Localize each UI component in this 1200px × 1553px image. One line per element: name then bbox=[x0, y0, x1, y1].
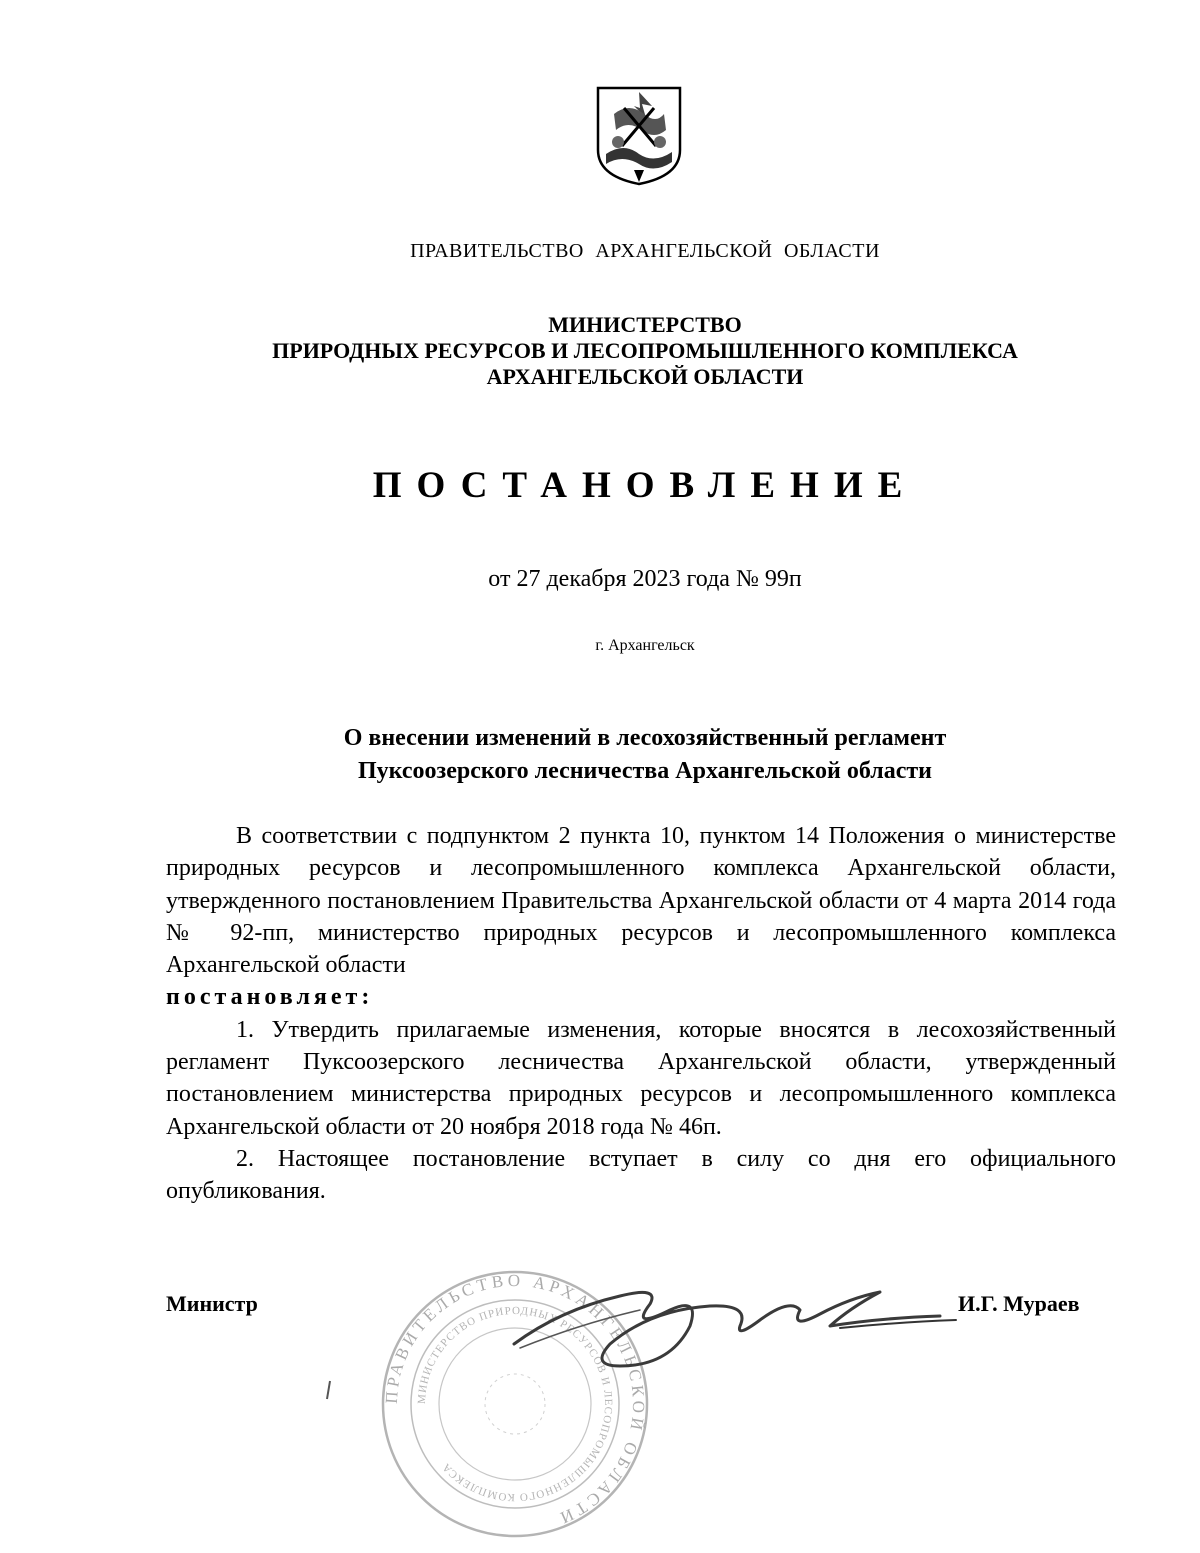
ink-mark-icon bbox=[325, 1380, 333, 1400]
signatory-name: И.Г. Мураев bbox=[958, 1291, 1080, 1316]
seal-inner-text: МИНИСТЕРСТВО ПРИРОДНЫХ РЕСУРСОВ И ЛЕСОПРОМЫШЛЕННОГО КОМПЛЕКСА bbox=[415, 1304, 615, 1504]
ministry-line: МИНИСТЕРСТВО bbox=[548, 312, 742, 337]
subject-line: Пуксоозерского лесничества Архангельской области bbox=[358, 758, 932, 784]
ministry-line: АРХАНГЕЛЬСКОЙ ОБЛАСТИ bbox=[486, 364, 804, 389]
government-header: ПРАВИТЕЛЬСТВО АРХАНГЕЛЬСКОЙ ОБЛАСТИ bbox=[410, 240, 880, 262]
document-date-number: от 27 декабря 2023 года № 99п bbox=[488, 566, 802, 592]
ministry-line: ПРИРОДНЫХ РЕСУРСОВ И ЛЕСОПРОМЫШЛЕННОГО КОМПЛЕКСА bbox=[272, 338, 1018, 363]
document-city: г. Архангельск bbox=[595, 637, 695, 654]
resolves-line bbox=[166, 981, 1116, 1013]
subject-line: О внесении изменений в лесохозяйственный регламент bbox=[343, 725, 947, 751]
handwritten-signature bbox=[500, 1270, 960, 1380]
seal-outer-text: ПРАВИТЕЛЬСТВО АРХАНГЕЛЬСКОЙ ОБЛАСТИ bbox=[381, 1270, 649, 1529]
document-type: ПОСТАНОВЛЕНИЕ bbox=[372, 465, 918, 506]
coat-of-arms-icon bbox=[594, 84, 684, 186]
ministry-name bbox=[0, 312, 1200, 390]
document-subject bbox=[0, 722, 1200, 788]
item-2-paragraph: 2. Настоящее постановление вступает в силу со дня его официального опубликования. bbox=[166, 1145, 1116, 1205]
preamble-paragraph: В соответствии с подпунктом 2 пункта 10, пунктом 14 Положения о министерстве природных ресурсов и лесопромышленного комплекса Архангельской области, утвержденного постановлением Правительства Архангельской области от 4 марта 2014 года № 92-пп, министерство природных ресурсов и лесопромышленного комплекса Архангельской области bbox=[166, 823, 1116, 979]
signatory-position: Министр bbox=[166, 1291, 258, 1316]
item-1-paragraph: 1. Утвердить прилагаемые изменения, которые вносятся в лесохозяйственный регламент Пуксоозерского лесничества Архангельской области, утвержденный постановлением министерства природных ресурсов и лесопромышленного комплекса Архангельской области от 20 ноября 2018 года № 46п. bbox=[166, 1016, 1116, 1140]
document-body bbox=[166, 820, 1116, 1208]
resolves-word: постановляет: bbox=[166, 984, 374, 1011]
